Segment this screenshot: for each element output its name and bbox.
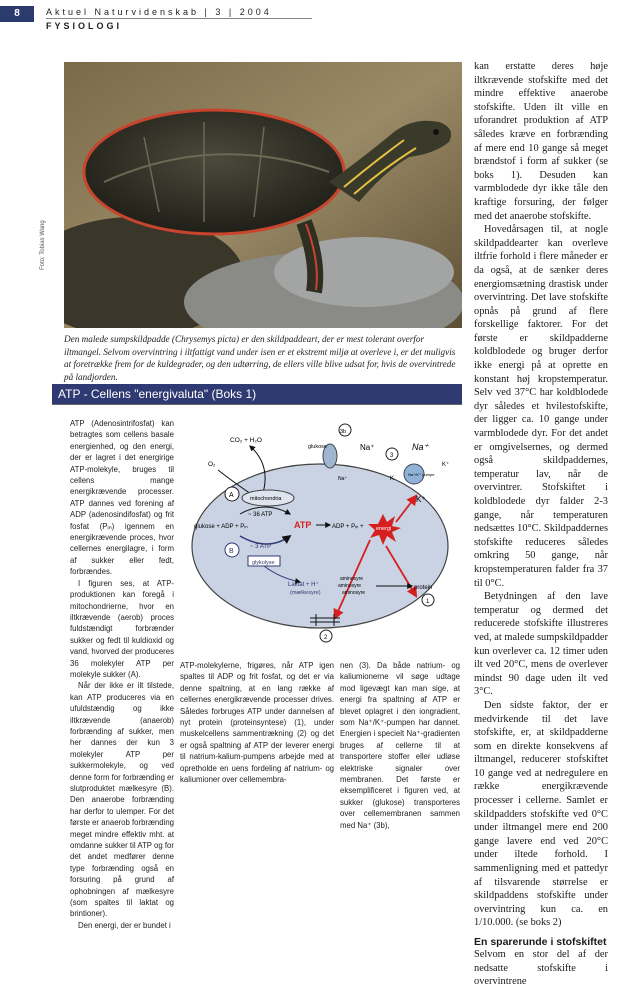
o2-label: O₂: [208, 461, 216, 468]
page-number: 8: [0, 6, 34, 22]
box-column-b: ATP-molekylerne, frigøres, når ATP igen spaltes til ADP og frit fosfat, og det er via denne spaltning, at en lang række af cellernes energikrævende processer drives. Således forbruges ATP under dannelsen af nyt protein (proteinsyntese) (1), under muskelcellens sammentrækning (2) og det er også spaltning af ATP der leverer energi til natrium-kalium-pumpens arbejde med at opretholde en uens fordeling af natrium- og kaliumioner over cellemembra-: [180, 661, 334, 785]
box-paragraph: I figuren ses, at ATP-produktionen kan foregå i mitochondrierne, hvor en iltkrævende (aerob) proces fuldstændigt forbrænder sukker og fedt til kuldioxid og vand, hvorved der produceres 36 molekyler ATP per molekyle sukker (A).: [70, 578, 174, 679]
article-subheading: En sparerunde i stofskiftet: [474, 936, 607, 948]
atp36-label: ~ 36 ATP: [248, 512, 273, 518]
marker-a-label: A: [229, 492, 234, 499]
box-title: ATP - Cellens "energivaluta" (Boks 1): [58, 387, 257, 401]
article-paragraph: Den sidste faktor, der er medvirkende til det lave stofskifte, er, at skildpadderne som en direkte konsekvens af iltmangel, reducerer stofskiftet 10 gange ved at nedregulere en række energikrævende processer i cellerne. Samlet er skildpadders stofskifte ved 0°C under iltmangel mere end 200 gange lavere end ved 20°C under iltede forhold. I sammenligning med et pattedyr af tilsvarende størrelse er skildpaddens stofskifte under overvintring kun ca. en 1/10.000. (se boks 2): [474, 699, 608, 929]
article-paragraph: kan erstatte deres høje iltkrævende stofskifte med det mindre effektive anaerobe stofskifte. Uden ilt ville en uforandret produktion af ATP således kræve en forbrænding af mere end 10 gange så meget brændstof i form af sukker (se boks 1). Desuden kan varmblodede dyr ikke tåle den kraftige forsuring, der følger med det anaerobe stofskifte.: [474, 61, 608, 222]
marker-3b-label: 3b: [340, 429, 347, 435]
photo-credit: Foto: Tobias Wang: [40, 220, 46, 270]
maelkesyre-label: (mælkesyre): [290, 590, 321, 596]
turtle-illustration: [64, 62, 462, 328]
marker-3-label: 3: [390, 453, 394, 459]
k-down: K⁺: [416, 495, 426, 504]
box-rule: [52, 404, 462, 405]
na-small: Na⁺: [338, 476, 348, 482]
turtle-photo: [64, 62, 462, 328]
aminosyre-3: aminosyre: [342, 590, 366, 596]
aminosyre-1: aminosyre: [340, 576, 364, 582]
article-paragraph: Selvom en stor del af der nedsatte stofskifte i overvintrene: [474, 949, 608, 988]
box-paragraph: Når der ikke er ilt tilstede, kan ATP produceres via en ufuldstændig og ikke iltkrævende (anaerob) forbrænding af sukker, men her dannes der kun 3 molekyler ATP per sukkermolekyle, og ved denne form for forbrænding er slutproduktet mælkesyre (B). Den anaerobe forbrænding har derfor to ulemper. For det første er anaerob forbrænding meget mindre effektiv mht. at omdanne sukker til ATP og for det andet medfører denne type forbrænding også en forsuring på grund af ophobningen af mælkesyre (som spaltes til laktat og brintioner).: [70, 681, 175, 919]
atp-diagram: [180, 418, 462, 654]
box-paragraph: ATP (Adenosintrifosfat) kan betragtes som cellens basale energienhed, og den energi, der er lagret i det energirige ATP-molekyle, bruges til cellens mange energikrævende processer. ATP dannes ved forening af ADP (adenosindifosfat) og frit fosfat (Pᵢₙ) igennem en energikrævende proces, hvor cellernes energilagre, i form af sukker eller fedt, forbrændes.: [70, 419, 174, 577]
box-title-bar: [52, 384, 462, 404]
laktat-label: Laktat + H⁺: [288, 582, 319, 588]
box-paragraph: Den energi, der er bundet i: [78, 920, 171, 930]
glukose-top: glukose: [308, 444, 327, 450]
atp-label: ATP: [294, 520, 312, 530]
k-left: K: [390, 476, 395, 482]
running-header: Aktuel Naturvidenskab | 3 | 2004: [46, 7, 272, 17]
right-equation: ADP + Pᵢₙ +: [332, 524, 364, 530]
marker-2-label: 2: [324, 635, 328, 641]
protein-label: protein: [414, 585, 433, 591]
na-top: Na⁺: [360, 443, 375, 452]
energy-label: energi: [376, 526, 392, 532]
box-column-c: nen (3). Da både natrium- og kaliumionerne vil søge udtage mod ligevægt kan man sige, at energi fra spaltning af ATP er blevet oplagret i den iongradient, som Na⁺/K⁺-pumpen har dannet. Energien i specielt Na⁺-gradienten bruges af cellerne til at transportere stoffer eller udløse elektriske signaler over membranen. Det første er eksemplificeret i figuren ved, at sukker (glukose) transporteres over cellemembranen sammen med Na⁺ (3b),: [340, 661, 460, 830]
article-paragraph: Betydningen af den lave temperatur og dermed det reducerede stofskifte illustreres ved, at malede sumpskildpadder kun overlever ca. 12 timer uden ilt ved 20°C, mens de overlever mindst 90 dage uden ilt ved 3°C.: [474, 591, 608, 698]
na-right: Na⁺: [412, 442, 429, 452]
marker-b-label: B: [229, 548, 234, 555]
atp3-label: ~ 3 ATP: [250, 544, 272, 550]
left-equation: glukose + ADP + Pᵢₙ: [194, 524, 248, 530]
article-paragraph: Hovedårsagen til, at nogle skildpaddearter kan overleve iltfrie forhold i flere måneder er da også, at de sænker deres energiomsætning drastisk under overvintring. Det lave stofskifte opnås på grund af flere forskellige faktorer. For det første er skildpadderne koldblodede og bruger derfor ikke energi på at oprette en konstant høj kropstemperatur. Selv ved 37°C har koldblodede dyr således et hvilestofskifte, der ligger ca. 10 gange under varmblodede dyr. For det andet er omgivelsernes, og dermed også skildpaddernes, temperatur lav, når de overvintrer. Stofskiftet i koldblodede dyr falder 2-3 gange, når temperaturen nedsættes 10°C. Skildpaddernes stofskifte reduceres således omkring 50 gange, når kropstemperaturen falder fra 37 til 0°C.: [474, 224, 608, 589]
co2-label: CO₂ + H₂O: [230, 437, 262, 444]
section-label: FYSIOLOGI: [46, 18, 312, 31]
marker-1-label: 1: [426, 599, 430, 605]
box-column-a: [70, 418, 174, 931]
glykolyse-label: glykolyse: [252, 560, 275, 566]
pump-label: Na⁺/K⁺ pumpe: [408, 472, 435, 477]
k-right: K⁺: [442, 462, 450, 468]
article-right-column: [474, 60, 608, 989]
aminosyre-2: aminosyre: [338, 583, 362, 589]
mitochondria-label: mitochondria: [250, 496, 282, 502]
photo-caption: Den malede sumpskildpadde (Chrysemys picta) er den skildpaddeart, der er mest tolerant overfor iltmangel. Selvom overvintring i iltfattigt vand under isen er et ekstremt miljø at overleve i, er det muligvis at foretrække frem for de kuldegrader, og den udtørring, de ellers ville blive udsat for, hvis de overvintrede på landjorden.: [64, 334, 456, 382]
